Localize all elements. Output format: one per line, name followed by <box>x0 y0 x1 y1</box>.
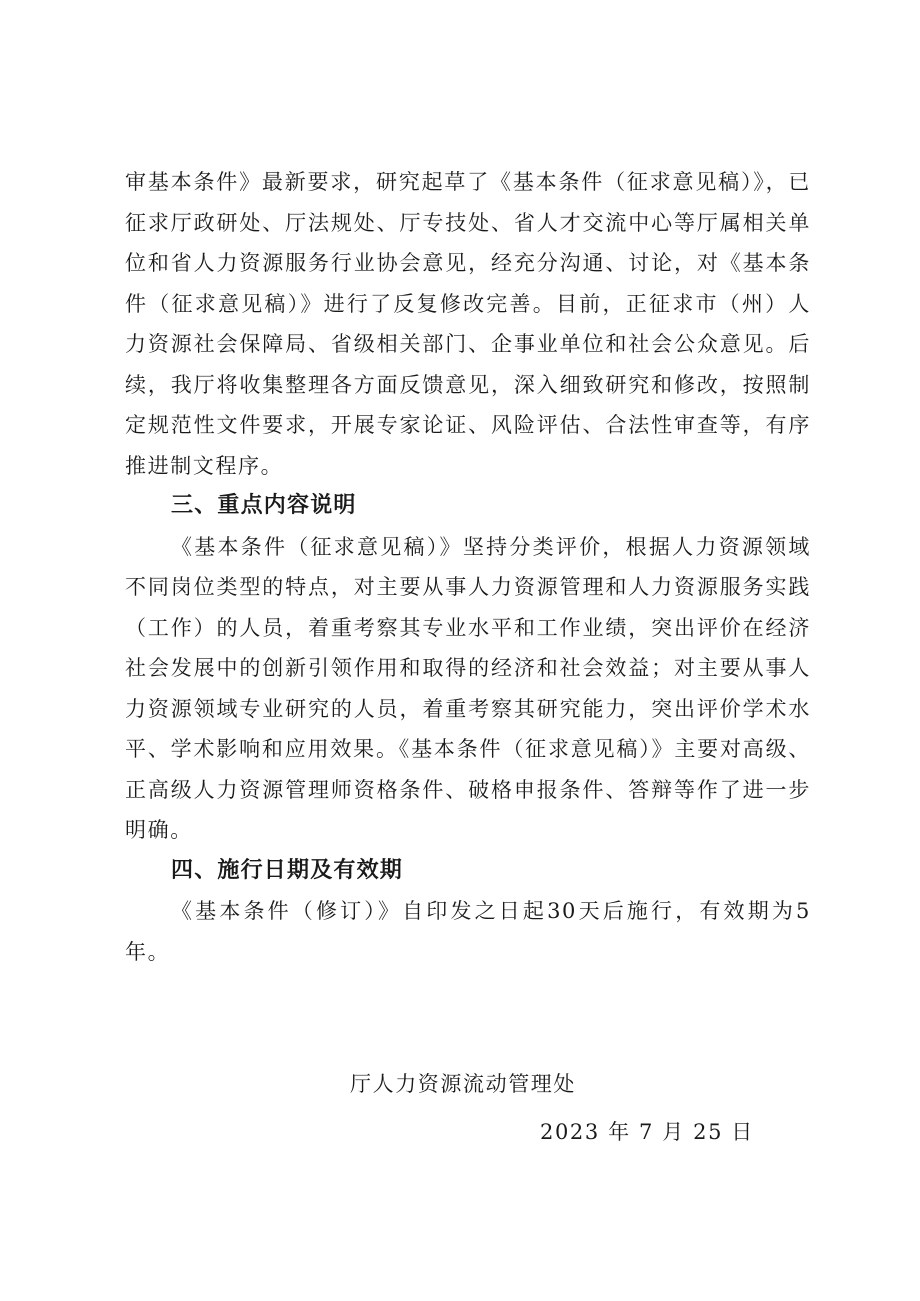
continuation-paragraph: 审基本条件》最新要求，研究起草了《基本条件（征求意见稿）》，已征求厅政研处、厅法规处、厅专技处、省人才交流中心等厅属相关单位和省人力资源服务行业协会意见，经充分沟通、讨论，对《基本条件（征求意见稿）》进行了反复修改完善。目前，正征求市（州）人力资源社会保障局、省级相关部门、企事业单位和社会公众意见。后续，我厅将收集整理各方面反馈意见，深入细致研究和修改，按照制定规范性文件要求，开展专家论证、风险评估、合法性审查等，有序推进制文程序。 <box>125 170 811 478</box>
document-body <box>125 162 811 972</box>
issuer-signature: 厅人力资源流动管理处 <box>350 1072 576 1096</box>
section-4-body: 《基本条件（修订）》自印发之日起30天后施行，有效期为5年。 <box>125 899 811 964</box>
section-3-body: 《基本条件（征求意见稿）》坚持分类评价，根据人力资源领域不同岗位类型的特点，对主要从事人力资源管理和人力资源服务实践（工作）的人员，着重考察其专业水平和工作业绩，突出评价在经济社会发展中的创新引领作用和取得的经济和社会效益；对主要从事人力资源领域专业研究的人员，着重考察其研究能力，突出评价学术水平、学术影响和应用效果。《基本条件（征求意见稿）》主要对高级、正高级人力资源管理师资格条件、破格申报条件、答辩等作了进一步明确。 <box>125 534 811 842</box>
section-4-heading: 四、施行日期及有效期 <box>171 857 404 883</box>
issue-date: 2023 年 7 月 25 日 <box>540 1120 754 1144</box>
section-3-heading: 三、重点内容说明 <box>171 493 357 518</box>
